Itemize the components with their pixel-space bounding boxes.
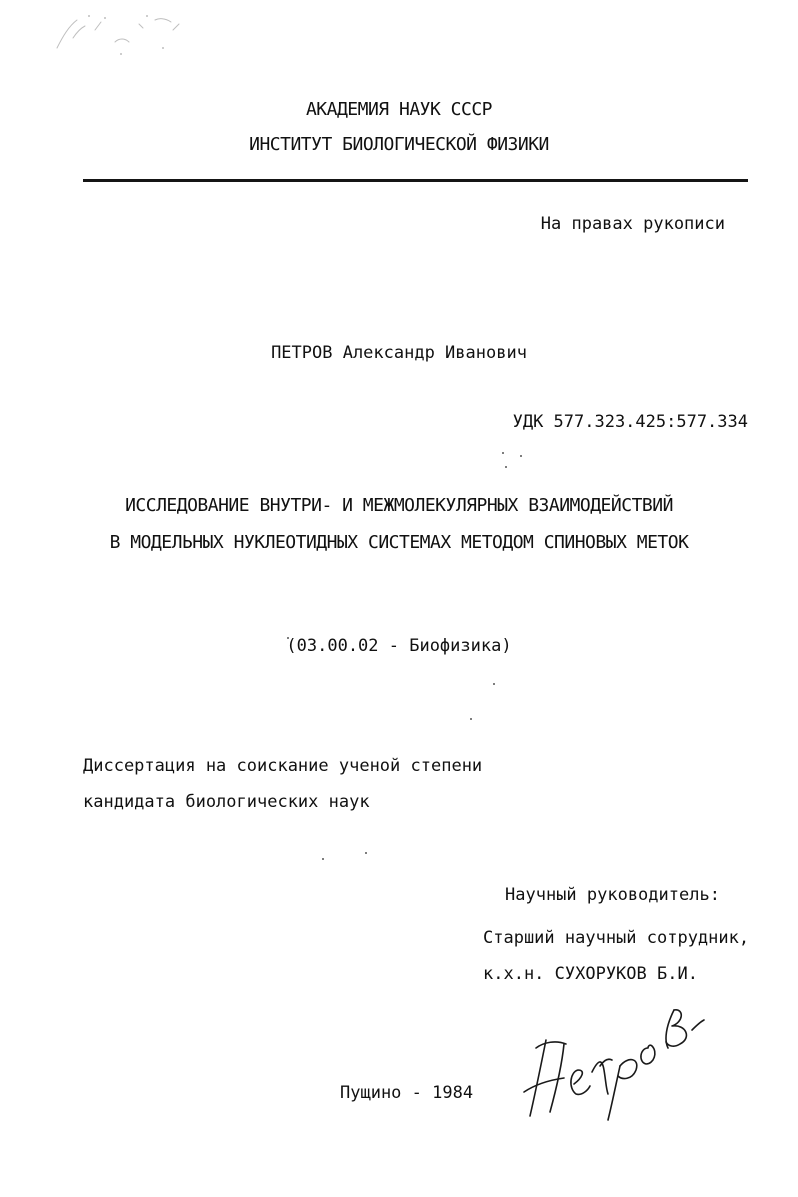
speck	[470, 718, 472, 720]
speck	[502, 452, 504, 454]
header-divider	[83, 179, 748, 182]
degree-line-2: кандидата биологических наук	[83, 792, 370, 812]
specialty-code: (03.00.02 - Биофизика)	[286, 636, 512, 656]
degree-line-1: Диссертация на соискание ученой степени	[83, 756, 483, 776]
supervisor-name: к.х.н. СУХОРУКОВ Б.И.	[483, 964, 698, 984]
faded-pencil-marks	[55, 8, 185, 64]
supervisor-label: Научный руководитель:	[505, 885, 720, 905]
speck	[520, 455, 522, 457]
speck	[505, 466, 507, 468]
supervisor-position: Старший научный сотрудник,	[483, 928, 750, 948]
manuscript-rights-note: На правах рукописи	[540, 214, 725, 234]
place-and-year: Пущино - 1984	[340, 1083, 474, 1103]
udc-code: УДК 577.323.425:577.334	[512, 412, 748, 432]
speck	[322, 858, 324, 860]
speck	[493, 683, 495, 685]
dissertation-title-line-1: ИССЛЕДОВАНИЕ ВНУТРИ- И МЕЖМОЛЕКУЛЯРНЫХ ВЗАИМОДЕЙСТВИЙ	[125, 495, 673, 516]
signature-text: Петров	[516, 1000, 520, 1001]
academy-name: АКАДЕМИЯ НАУК СССР	[305, 99, 493, 120]
speck	[365, 852, 367, 854]
institute-name: ИНСТИТУТ БИОЛОГИЧЕСКОЙ ФИЗИКИ	[249, 134, 549, 155]
dissertation-title-line-2: В МОДЕЛЬНЫХ НУКЛЕОТИДНЫХ СИСТЕМАХ МЕТОДОМ СПИНОВЫХ МЕТОК	[109, 532, 689, 553]
author-name: ПЕТРОВ Александр Иванович	[271, 343, 527, 363]
handwritten-signature	[516, 1000, 716, 1122]
